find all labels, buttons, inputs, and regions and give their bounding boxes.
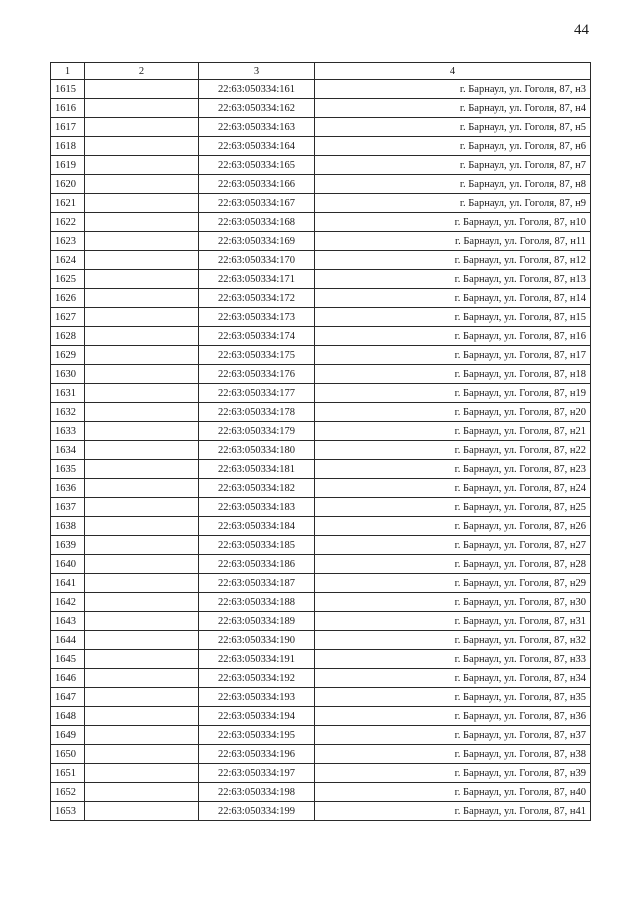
cadastral-number-cell: 22:63:050334:183 [199, 498, 315, 517]
empty-cell [85, 156, 199, 175]
cadastral-number-cell: 22:63:050334:193 [199, 688, 315, 707]
cadastral-number-cell: 22:63:050334:167 [199, 194, 315, 213]
address-cell: г. Барнаул, ул. Гоголя, 87, н29 [315, 574, 591, 593]
empty-cell [85, 802, 199, 821]
row-number-cell: 1651 [51, 764, 85, 783]
row-number-cell: 1627 [51, 308, 85, 327]
cadastral-number-cell: 22:63:050334:191 [199, 650, 315, 669]
row-number-cell: 1618 [51, 137, 85, 156]
row-number-cell: 1634 [51, 441, 85, 460]
cadastral-number-cell: 22:63:050334:180 [199, 441, 315, 460]
empty-cell [85, 327, 199, 346]
cadastral-number-cell: 22:63:050334:164 [199, 137, 315, 156]
address-cell: г. Барнаул, ул. Гоголя, 87, н7 [315, 156, 591, 175]
address-cell: г. Барнаул, ул. Гоголя, 87, н36 [315, 707, 591, 726]
empty-cell [85, 669, 199, 688]
empty-cell [85, 137, 199, 156]
cadastral-number-cell: 22:63:050334:185 [199, 536, 315, 555]
empty-cell [85, 517, 199, 536]
address-cell: г. Барнаул, ул. Гоголя, 87, н12 [315, 251, 591, 270]
table-row [51, 175, 591, 194]
empty-cell [85, 460, 199, 479]
row-number-cell: 1637 [51, 498, 85, 517]
address-cell: г. Барнаул, ул. Гоголя, 87, н21 [315, 422, 591, 441]
address-cell: г. Барнаул, ул. Гоголя, 87, н20 [315, 403, 591, 422]
row-number-cell: 1615 [51, 80, 85, 99]
empty-cell [85, 726, 199, 745]
address-cell: г. Барнаул, ул. Гоголя, 87, н19 [315, 384, 591, 403]
row-number-cell: 1639 [51, 536, 85, 555]
address-cell: г. Барнаул, ул. Гоголя, 87, н11 [315, 232, 591, 251]
column-header: 4 [315, 63, 591, 80]
table-row [51, 137, 591, 156]
empty-cell [85, 213, 199, 232]
empty-cell [85, 650, 199, 669]
empty-cell [85, 80, 199, 99]
row-number-cell: 1622 [51, 213, 85, 232]
cadastral-number-cell: 22:63:050334:196 [199, 745, 315, 764]
cadastral-number-cell: 22:63:050334:162 [199, 99, 315, 118]
empty-cell [85, 365, 199, 384]
row-number-cell: 1642 [51, 593, 85, 612]
table-row [51, 441, 591, 460]
table-row [51, 650, 591, 669]
address-cell: г. Барнаул, ул. Гоголя, 87, н35 [315, 688, 591, 707]
table-row [51, 555, 591, 574]
row-number-cell: 1638 [51, 517, 85, 536]
row-number-cell: 1644 [51, 631, 85, 650]
row-number-cell: 1625 [51, 270, 85, 289]
table-row [51, 194, 591, 213]
cadastral-number-cell: 22:63:050334:186 [199, 555, 315, 574]
table-row [51, 802, 591, 821]
row-number-cell: 1636 [51, 479, 85, 498]
row-number-cell: 1653 [51, 802, 85, 821]
table-row [51, 498, 591, 517]
address-cell: г. Барнаул, ул. Гоголя, 87, н30 [315, 593, 591, 612]
table-row [51, 479, 591, 498]
empty-cell [85, 764, 199, 783]
address-cell: г. Барнаул, ул. Гоголя, 87, н26 [315, 517, 591, 536]
cadastral-number-cell: 22:63:050334:192 [199, 669, 315, 688]
cadastral-number-cell: 22:63:050334:161 [199, 80, 315, 99]
cadastral-number-cell: 22:63:050334:199 [199, 802, 315, 821]
table-row [51, 232, 591, 251]
cadastral-number-cell: 22:63:050334:194 [199, 707, 315, 726]
table-row [51, 783, 591, 802]
address-cell: г. Барнаул, ул. Гоголя, 87, н3 [315, 80, 591, 99]
row-number-cell: 1621 [51, 194, 85, 213]
row-number-cell: 1633 [51, 422, 85, 441]
address-cell: г. Барнаул, ул. Гоголя, 87, н39 [315, 764, 591, 783]
row-number-cell: 1624 [51, 251, 85, 270]
empty-cell [85, 612, 199, 631]
cadastral-number-cell: 22:63:050334:188 [199, 593, 315, 612]
column-header: 1 [51, 63, 85, 80]
cadastral-number-cell: 22:63:050334:197 [199, 764, 315, 783]
table-row [51, 574, 591, 593]
address-cell: г. Барнаул, ул. Гоголя, 87, н5 [315, 118, 591, 137]
empty-cell [85, 384, 199, 403]
table-row [51, 213, 591, 232]
empty-cell [85, 631, 199, 650]
empty-cell [85, 270, 199, 289]
row-number-cell: 1628 [51, 327, 85, 346]
row-number-cell: 1647 [51, 688, 85, 707]
table-row [51, 308, 591, 327]
empty-cell [85, 707, 199, 726]
row-number-cell: 1649 [51, 726, 85, 745]
address-cell: г. Барнаул, ул. Гоголя, 87, н16 [315, 327, 591, 346]
cadastral-number-cell: 22:63:050334:189 [199, 612, 315, 631]
row-number-cell: 1648 [51, 707, 85, 726]
table-row [51, 536, 591, 555]
empty-cell [85, 441, 199, 460]
cadastral-number-cell: 22:63:050334:184 [199, 517, 315, 536]
table-row [51, 118, 591, 137]
address-cell: г. Барнаул, ул. Гоголя, 87, н14 [315, 289, 591, 308]
empty-cell [85, 498, 199, 517]
table-row [51, 745, 591, 764]
table-row [51, 80, 591, 99]
table-row [51, 365, 591, 384]
row-number-cell: 1643 [51, 612, 85, 631]
address-cell: г. Барнаул, ул. Гоголя, 87, н25 [315, 498, 591, 517]
empty-cell [85, 479, 199, 498]
address-cell: г. Барнаул, ул. Гоголя, 87, н31 [315, 612, 591, 631]
cadastral-number-cell: 22:63:050334:172 [199, 289, 315, 308]
address-cell: г. Барнаул, ул. Гоголя, 87, н38 [315, 745, 591, 764]
table-row [51, 669, 591, 688]
empty-cell [85, 194, 199, 213]
cadastral-number-cell: 22:63:050334:177 [199, 384, 315, 403]
table-row [51, 726, 591, 745]
row-number-cell: 1623 [51, 232, 85, 251]
empty-cell [85, 745, 199, 764]
column-header: 3 [199, 63, 315, 80]
table-row [51, 517, 591, 536]
address-cell: г. Барнаул, ул. Гоголя, 87, н10 [315, 213, 591, 232]
cadastral-number-cell: 22:63:050334:198 [199, 783, 315, 802]
cadastral-number-cell: 22:63:050334:176 [199, 365, 315, 384]
table-row [51, 156, 591, 175]
page-number: 44 [574, 22, 589, 38]
row-number-cell: 1646 [51, 669, 85, 688]
empty-cell [85, 99, 199, 118]
table-row [51, 270, 591, 289]
cadastral-number-cell: 22:63:050334:195 [199, 726, 315, 745]
cadastral-number-cell: 22:63:050334:173 [199, 308, 315, 327]
row-number-cell: 1650 [51, 745, 85, 764]
cadastral-number-cell: 22:63:050334:166 [199, 175, 315, 194]
row-number-cell: 1620 [51, 175, 85, 194]
address-cell: г. Барнаул, ул. Гоголя, 87, н27 [315, 536, 591, 555]
empty-cell [85, 536, 199, 555]
row-number-cell: 1640 [51, 555, 85, 574]
row-number-cell: 1617 [51, 118, 85, 137]
table-row [51, 346, 591, 365]
row-number-cell: 1645 [51, 650, 85, 669]
cadastral-number-cell: 22:63:050334:179 [199, 422, 315, 441]
empty-cell [85, 232, 199, 251]
address-cell: г. Барнаул, ул. Гоголя, 87, н15 [315, 308, 591, 327]
cadastral-number-cell: 22:63:050334:168 [199, 213, 315, 232]
empty-cell [85, 574, 199, 593]
address-cell: г. Барнаул, ул. Гоголя, 87, н13 [315, 270, 591, 289]
address-cell: г. Барнаул, ул. Гоголя, 87, н8 [315, 175, 591, 194]
address-cell: г. Барнаул, ул. Гоголя, 87, н41 [315, 802, 591, 821]
address-cell: г. Барнаул, ул. Гоголя, 87, н32 [315, 631, 591, 650]
table-row [51, 460, 591, 479]
row-number-cell: 1626 [51, 289, 85, 308]
address-cell: г. Барнаул, ул. Гоголя, 87, н24 [315, 479, 591, 498]
address-cell: г. Барнаул, ул. Гоголя, 87, н34 [315, 669, 591, 688]
cadastral-number-cell: 22:63:050334:182 [199, 479, 315, 498]
address-cell: г. Барнаул, ул. Гоголя, 87, н9 [315, 194, 591, 213]
cadastral-number-cell: 22:63:050334:170 [199, 251, 315, 270]
address-cell: г. Барнаул, ул. Гоголя, 87, н37 [315, 726, 591, 745]
table-row [51, 251, 591, 270]
empty-cell [85, 593, 199, 612]
cadastral-number-cell: 22:63:050334:175 [199, 346, 315, 365]
table-row [51, 422, 591, 441]
cadastral-number-cell: 22:63:050334:174 [199, 327, 315, 346]
row-number-cell: 1632 [51, 403, 85, 422]
table-row [51, 384, 591, 403]
empty-cell [85, 783, 199, 802]
row-number-cell: 1641 [51, 574, 85, 593]
empty-cell [85, 175, 199, 194]
table-row [51, 593, 591, 612]
empty-cell [85, 555, 199, 574]
address-cell: г. Барнаул, ул. Гоголя, 87, н22 [315, 441, 591, 460]
header-row [51, 63, 591, 80]
registry-table [50, 62, 591, 821]
address-cell: г. Барнаул, ул. Гоголя, 87, н40 [315, 783, 591, 802]
row-number-cell: 1635 [51, 460, 85, 479]
address-cell: г. Барнаул, ул. Гоголя, 87, н4 [315, 99, 591, 118]
empty-cell [85, 403, 199, 422]
row-number-cell: 1629 [51, 346, 85, 365]
table-row [51, 289, 591, 308]
empty-cell [85, 308, 199, 327]
cadastral-number-cell: 22:63:050334:190 [199, 631, 315, 650]
empty-cell [85, 688, 199, 707]
row-number-cell: 1631 [51, 384, 85, 403]
table-row [51, 688, 591, 707]
table-row [51, 764, 591, 783]
row-number-cell: 1619 [51, 156, 85, 175]
table-row [51, 612, 591, 631]
empty-cell [85, 118, 199, 137]
cadastral-number-cell: 22:63:050334:165 [199, 156, 315, 175]
address-cell: г. Барнаул, ул. Гоголя, 87, н18 [315, 365, 591, 384]
cadastral-number-cell: 22:63:050334:178 [199, 403, 315, 422]
table-row [51, 403, 591, 422]
table-row [51, 99, 591, 118]
address-cell: г. Барнаул, ул. Гоголя, 87, н23 [315, 460, 591, 479]
address-cell: г. Барнаул, ул. Гоголя, 87, н28 [315, 555, 591, 574]
empty-cell [85, 422, 199, 441]
cadastral-number-cell: 22:63:050334:163 [199, 118, 315, 137]
cadastral-number-cell: 22:63:050334:169 [199, 232, 315, 251]
row-number-cell: 1652 [51, 783, 85, 802]
address-cell: г. Барнаул, ул. Гоголя, 87, н33 [315, 650, 591, 669]
cadastral-number-cell: 22:63:050334:181 [199, 460, 315, 479]
empty-cell [85, 346, 199, 365]
cadastral-number-cell: 22:63:050334:187 [199, 574, 315, 593]
empty-cell [85, 289, 199, 308]
address-cell: г. Барнаул, ул. Гоголя, 87, н6 [315, 137, 591, 156]
address-cell: г. Барнаул, ул. Гоголя, 87, н17 [315, 346, 591, 365]
row-number-cell: 1616 [51, 99, 85, 118]
table-row [51, 327, 591, 346]
column-header: 2 [85, 63, 199, 80]
row-number-cell: 1630 [51, 365, 85, 384]
table-row [51, 707, 591, 726]
cadastral-number-cell: 22:63:050334:171 [199, 270, 315, 289]
table-row [51, 631, 591, 650]
empty-cell [85, 251, 199, 270]
